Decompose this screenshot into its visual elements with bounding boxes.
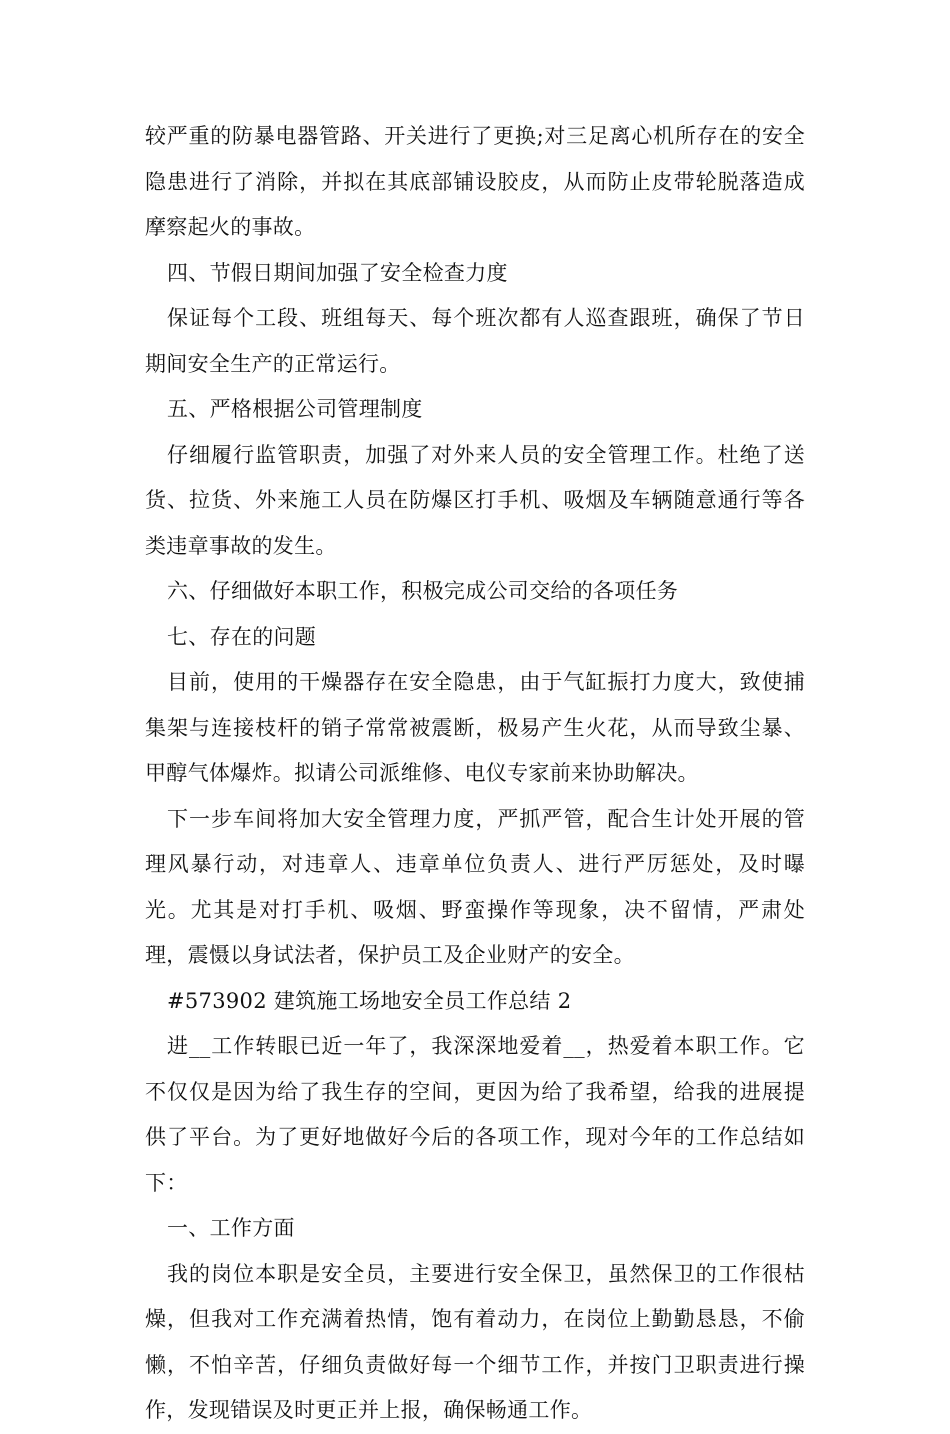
paragraph: 保证每个工段、班组每天、每个班次都有人巡查跟班，确保了节日期间安全生产的正常运行。 — [145, 306, 805, 376]
paragraph: 下一步车间将加大安全管理力度，严抓严管，配合生计处开展的管理风暴行动，对违章人、违章单位负责人、进行严厉惩处，及时曝光。尤其是对打手机、吸烟、野蛮操作等现象，决不留情，严肃处理，震慑以身试法者，保护员工及企业财产的安全。 — [145, 806, 805, 967]
paragraph: 我的岗位本职是安全员，主要进行安全保卫，虽然保卫的工作很枯燥，但我对工作充满着热情，饱有着动力，在岗位上勤勤恳恳，不偷懒，不怕辛苦，仔细负责做好每一个细节工作，并按门卫职责进行操作，发现错误及时更正并上报，确保畅通工作。 — [145, 1261, 805, 1422]
section-heading-4: 四、节假日期间加强了安全检查力度 — [167, 260, 508, 285]
section-heading-5: 五、严格根据公司管理制度 — [167, 397, 423, 421]
paragraph: 目前，使用的干燥器存在安全隐患，由于气缸振打力度大，致使捕集架与连接枝杆的销子常常被震断，极易产生火花，从而导致尘暴、甲醇气体爆炸。拟请公司派维修、电仪专家前来协助解决。 — [145, 670, 805, 785]
section-heading-7: 七、存在的问题 — [167, 624, 317, 649]
article-title: #573902 建筑施工场地安全员工作总结 2 — [167, 988, 572, 1013]
document-page — [145, 114, 805, 1434]
paragraph: 进__工作转眼已近一年了，我深深地爱着__，热爱着本职工作。它不仅仅是因为给了我生存的空间，更因为给了我希望，给我的进展提供了平台。为了更好地做好今后的各项工作，现对今年的工作总结如下： — [145, 1034, 805, 1195]
section-heading-6: 六、仔细做好本职工作，积极完成公司交给的各项任务 — [167, 579, 679, 603]
section-heading-1: 一、工作方面 — [167, 1216, 295, 1240]
paragraph: 仔细履行监管职责，加强了对外来人员的安全管理工作。杜绝了送货、拉货、外来施工人员在防爆区打手机、吸烟及车辆随意通行等各类违章事故的发生。 — [145, 442, 805, 558]
paragraph-continued: 较严重的防暴电器管路、开关进行了更换;对三足离心机所存在的安全隐患进行了消除，并拟在其底部铺设胶皮，从而防止皮带轮脱落造成摩察起火的事故。 — [145, 124, 805, 239]
